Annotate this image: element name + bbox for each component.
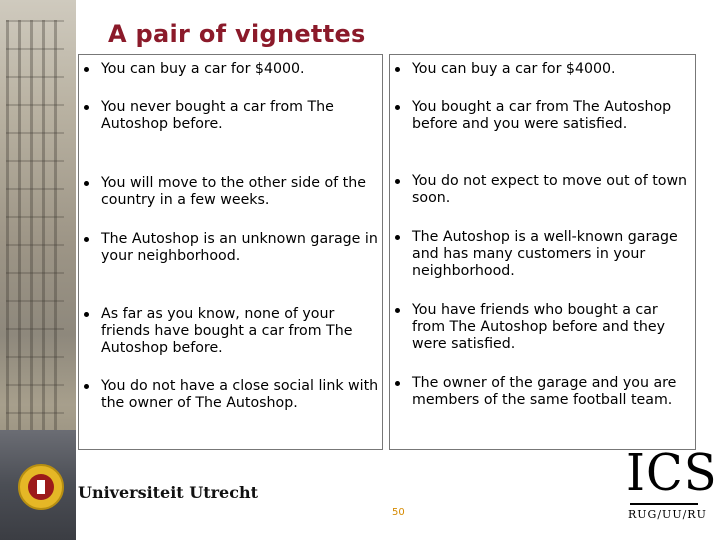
list-item-text: The Autoshop is an unknown garage in your neighborhood. <box>101 231 378 264</box>
list-item-text: You bought a car from The Autoshop before and you were satisfied. <box>412 99 672 132</box>
vignette-box-right <box>389 54 696 450</box>
bullet-icon <box>395 105 400 110</box>
bullet-icon <box>395 381 400 386</box>
page-title: A pair of vignettes <box>108 20 366 48</box>
bullet-icon <box>395 67 400 72</box>
list-item-text: As far as you know, none of your friends have bought a car from The Autoshop before. <box>101 306 353 356</box>
list-item-text: You do not have a close social link with the owner of The Autoshop. <box>101 378 379 411</box>
bullet-icon <box>84 312 89 317</box>
list-item-text: You never bought a car from The Autoshop before. <box>101 99 334 132</box>
list-item-text: You can buy a car for $4000. <box>412 61 616 77</box>
list-item-text: You do not expect to move out of town soon. <box>412 173 688 206</box>
bullet-icon <box>395 308 400 313</box>
bullet-icon <box>84 237 89 242</box>
page-number: 50 <box>392 507 405 518</box>
bullet-icon <box>84 384 89 389</box>
bullet-icon <box>395 235 400 240</box>
university-seal-icon <box>18 464 64 510</box>
list-item-text: You have friends who bought a car from The Autoshop before and they were satisfied. <box>412 302 665 352</box>
ics-logo: ICS <box>626 443 718 503</box>
bullet-icon <box>84 181 89 186</box>
vignette-box-left <box>78 54 383 450</box>
university-name: Universiteit Utrecht <box>78 483 258 502</box>
list-item-text: The Autoshop is a well-known garage and has many customers in your neighborhood. <box>412 229 678 279</box>
ics-logo-divider <box>630 503 698 505</box>
bullet-icon <box>395 179 400 184</box>
tower-photo <box>0 0 76 540</box>
bullet-icon <box>84 67 89 72</box>
ics-logo-subtitle: RUG/UU/RU <box>628 508 707 521</box>
bullet-icon <box>84 105 89 110</box>
list-item-text: You can buy a car for $4000. <box>101 61 305 77</box>
list-item-text: The owner of the garage and you are members of the same football team. <box>412 375 677 408</box>
list-item-text: You will move to the other side of the country in a few weeks. <box>101 175 366 208</box>
